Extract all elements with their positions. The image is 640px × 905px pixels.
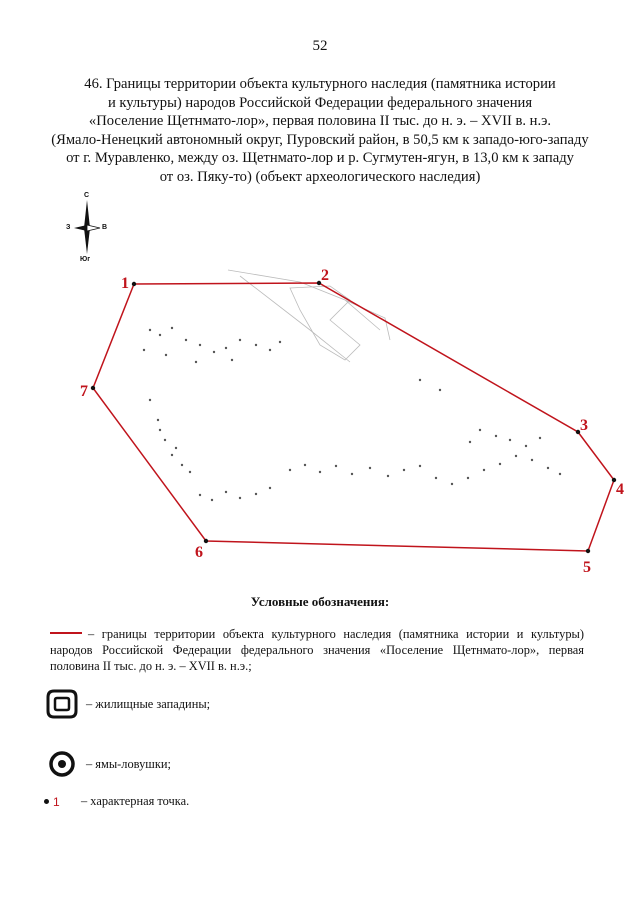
point-dot-icon: [44, 799, 49, 804]
feature-cluster-west: [149, 399, 191, 473]
title-line: от оз. Пяку-то) (объект археологического наследия): [159, 168, 481, 185]
site-map: [0, 260, 640, 580]
title-line: (Ямало-Ненецкий автономный округ, Пуровский район, в 50,5 км к западо-юго-западу: [51, 131, 589, 148]
title-line: от г. Муравленко, между оз. Щетнмато-лор и р. Сугмутен-ягун, в 13,0 км к западу: [66, 150, 574, 166]
boundary-point-1: [132, 282, 136, 286]
boundary-point-7: [91, 386, 95, 390]
compass-rose: [66, 192, 108, 268]
point-label-1: 1: [121, 275, 129, 292]
legend-boundary-item: [50, 626, 584, 674]
page-number: 52: [312, 38, 328, 54]
legend-point-item: [44, 794, 189, 809]
compass-north: С: [84, 192, 90, 199]
point-label-2: 2: [321, 267, 329, 284]
feature-cluster-south: [199, 455, 561, 501]
trap-pit-icon: [44, 748, 80, 780]
document-title: [30, 75, 610, 186]
boundary-vertices: [91, 281, 616, 553]
point-label-7: 7: [80, 383, 88, 400]
legend-point-text: – характерная точка.: [81, 794, 190, 808]
boundary-point-5: [586, 549, 590, 553]
compass-east: В: [102, 224, 108, 231]
dwelling-pit-icon: [44, 688, 80, 720]
point-label-3: 3: [580, 417, 588, 434]
boundary-point-6: [204, 539, 208, 543]
point-label-4: 4: [616, 481, 624, 498]
point-label-6: 6: [195, 544, 203, 561]
point-label-5: 5: [583, 559, 591, 576]
legend-dwellings-text: – жилищные западины;: [86, 696, 211, 711]
legend-dwellings-item: [44, 688, 210, 720]
title-line: «Поселение Щетнмато-лор», первая половина II тыс. до н. э. – XVII в. н.э.: [88, 113, 552, 129]
legend-point-sample: 1: [53, 794, 60, 809]
legend-traps-text: – ямы-ловушки;: [86, 756, 171, 771]
legend-boundary-text: – границы территории объекта культурного наследия (памятника истории и культуры) народов Российской Федерации федерального значения «Поселение Щетнмато-лор», первая половина II тыс. до н. э. – XVII в. н.э.;: [50, 627, 584, 673]
feature-cluster-east: [419, 379, 541, 447]
feature-cluster-north: [143, 327, 281, 363]
compass-west: З: [66, 224, 71, 231]
boundary-polygon: [93, 283, 614, 551]
legend-title: Условные обозначения:: [250, 594, 390, 609]
legend-traps-item: [44, 748, 171, 780]
compass-south: Юг: [80, 256, 91, 263]
title-line: 46. Границы территории объекта культурного наследия (памятника истории: [84, 76, 556, 92]
boundary-line-icon: [50, 632, 82, 634]
title-line: и культуры) народов Российской Федерации федерального значения: [107, 94, 533, 111]
